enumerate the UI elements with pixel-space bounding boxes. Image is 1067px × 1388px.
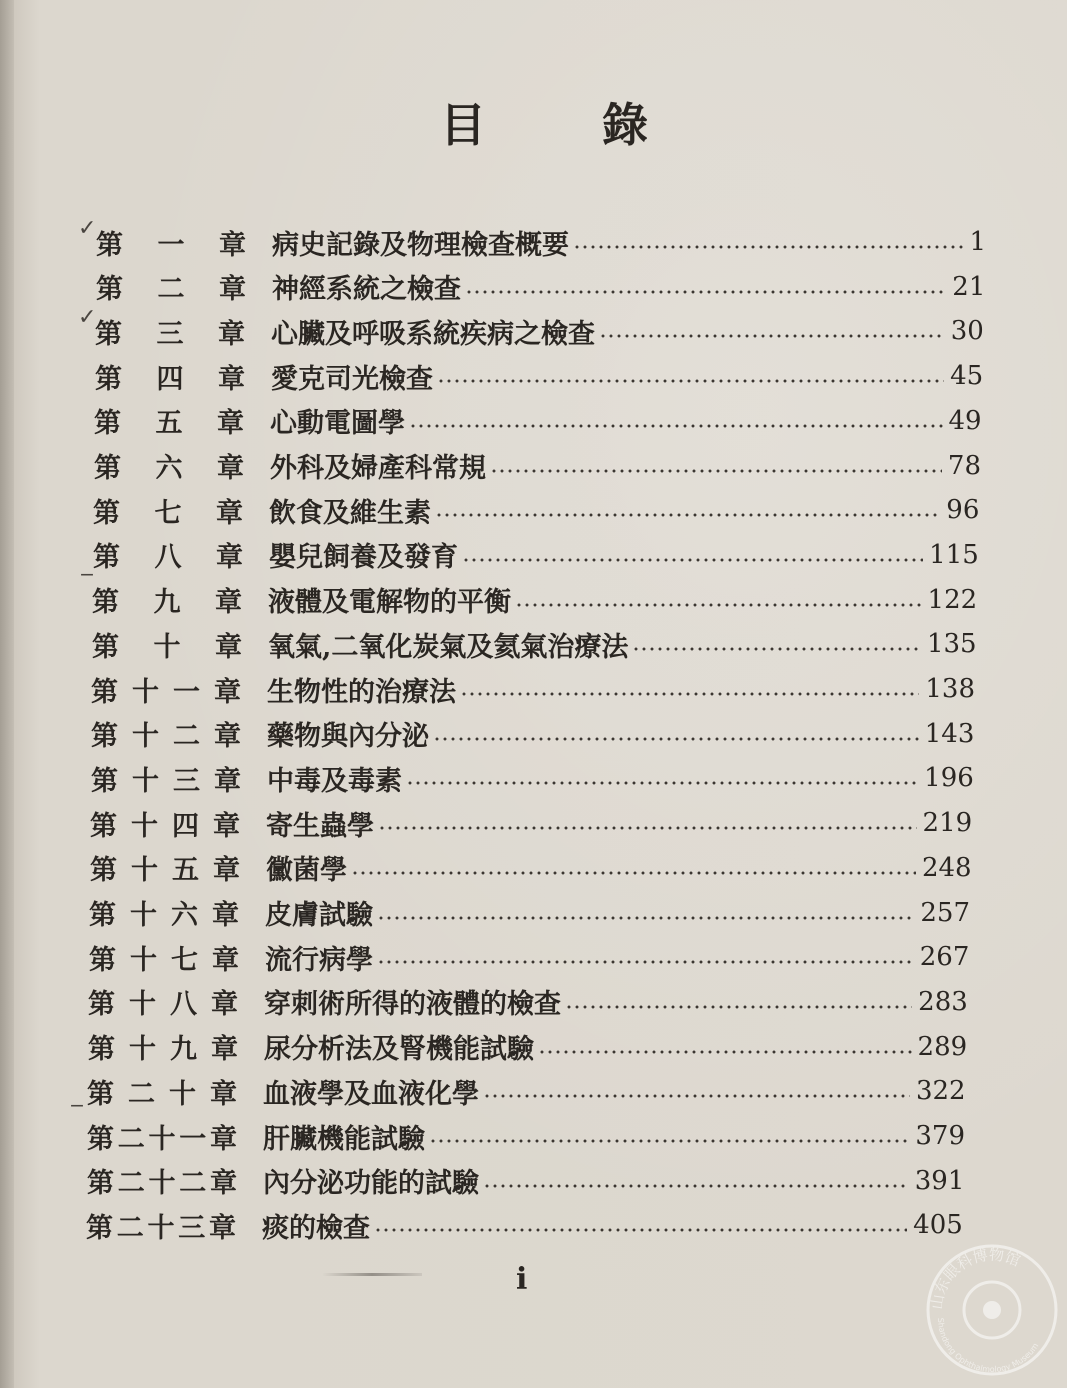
chapter-char: 第 (91, 721, 118, 753)
chapter-char: 第 (87, 1123, 114, 1155)
chapter-char: 章 (210, 1123, 237, 1155)
dot-leader (433, 737, 919, 741)
chapter-char: 二 (117, 1168, 145, 1200)
chapter-char: 九 (170, 1034, 197, 1066)
chapter-char: 二 (179, 1168, 207, 1200)
chapter-char: 章 (218, 363, 245, 395)
chapter-char: 十 (130, 944, 157, 976)
page-ref: 45 (950, 361, 984, 392)
chapter-char: 第 (94, 408, 121, 440)
pencil-dash-mark: ‒ (80, 562, 94, 587)
museum-watermark-seal (922, 1240, 1062, 1380)
page-ref: 289 (917, 1031, 968, 1062)
dot-leader (599, 334, 945, 338)
chapter-char: 章 (217, 453, 244, 484)
toc-entry (96, 267, 985, 307)
dot-leader (429, 1139, 909, 1143)
chapter-char: 二 (128, 1078, 155, 1110)
chapter-title: 神經系統之檢查 (272, 274, 461, 306)
dot-leader (483, 1094, 910, 1098)
title-char-1: 目 (440, 98, 488, 152)
chapter-char: 七 (171, 944, 198, 976)
dot-leader (573, 245, 963, 249)
chapter-title: 穿刺術所得的液體的檢查 (264, 989, 561, 1021)
chapter-title: 流行病學 (265, 944, 373, 976)
dot-leader (565, 1005, 912, 1009)
chapter-char: 十 (130, 900, 157, 931)
dot-leader (409, 424, 943, 428)
chapter-char: 章 (210, 1078, 237, 1110)
dot-leader (632, 647, 921, 651)
chapter-char: 十 (129, 1034, 156, 1066)
chapter-title: 嬰兒飼養及發育 (269, 542, 458, 574)
toc-entry (91, 669, 975, 709)
chapter-number (96, 223, 246, 262)
chapter-char: 二 (157, 274, 185, 306)
page-ref: 143 (924, 718, 975, 749)
chapter-char: 十 (169, 1078, 196, 1110)
dot-leader (460, 692, 919, 696)
chapter-char: 一 (157, 229, 185, 261)
chapter-char: 六 (171, 900, 198, 931)
chapter-title: 飲食及維生素 (269, 497, 431, 529)
chapter-char: 章 (209, 1212, 236, 1244)
dot-leader (435, 513, 940, 517)
toc-entry (87, 1116, 965, 1156)
chapter-title: 內分泌功能的試驗 (263, 1168, 479, 1200)
chapter-char: 章 (212, 900, 239, 931)
dot-leader (351, 871, 916, 875)
pencil-check-mark: ✓ (78, 216, 97, 241)
chapter-char: 第 (87, 1168, 114, 1200)
chapter-char: 九 (153, 587, 181, 619)
chapter-char: 二 (117, 1123, 145, 1155)
chapter-number (92, 625, 242, 664)
chapter-number (86, 1206, 236, 1245)
chapter-title: 愛克司光檢查 (271, 363, 433, 395)
toc-entry (88, 982, 968, 1022)
chapter-char: 十 (131, 855, 158, 887)
toc-entry (89, 937, 969, 977)
chapter-char: 十 (132, 765, 159, 797)
chapter-char: 章 (214, 721, 241, 753)
chapter-char: 二 (173, 721, 200, 753)
page-number: i (516, 1262, 528, 1297)
chapter-char: 一 (173, 676, 200, 708)
chapter-char: 章 (219, 229, 246, 261)
seal-latin-text: Shandong Ophthalmology Museum (935, 1317, 1041, 1375)
page-ref: 21 (952, 271, 986, 302)
chapter-title: 尿分析法及腎機能試驗 (264, 1034, 534, 1066)
dot-leader (377, 960, 914, 964)
dot-leader (406, 781, 918, 785)
chapter-char: 三 (178, 1212, 206, 1244)
dot-leader (377, 916, 914, 920)
chapter-char: 第 (89, 900, 116, 931)
chapter-number (91, 714, 241, 753)
chapter-number (90, 804, 240, 843)
toc-entry (94, 446, 981, 486)
page-ref: 122 (927, 584, 978, 615)
page-ref: 405 (913, 1210, 963, 1241)
dot-leader (515, 603, 922, 607)
chapter-char: 四 (172, 810, 199, 842)
page-ref: 391 (914, 1165, 965, 1196)
chapter-char: 第 (88, 1034, 115, 1066)
chapter-number (92, 580, 242, 619)
chapter-char: 第 (95, 363, 122, 395)
chapter-char: 八 (170, 989, 197, 1021)
chapter-number (87, 1117, 237, 1156)
chapter-title: 黴菌學 (266, 855, 347, 887)
chapter-char: 第 (89, 944, 116, 976)
chapter-char: 第 (90, 810, 117, 842)
chapter-char: 第 (91, 676, 118, 708)
chapter-char: 一 (179, 1123, 207, 1155)
chapter-char: 十 (132, 676, 159, 708)
chapter-number (88, 982, 238, 1021)
dot-leader (538, 1050, 912, 1054)
chapter-number (94, 401, 244, 440)
chapter-char: 第 (87, 1078, 114, 1110)
chapter-char: 第 (92, 587, 119, 619)
chapter-number (87, 1161, 237, 1200)
chapter-title: 肝臟機能試驗 (263, 1123, 425, 1155)
chapter-char: 十 (153, 631, 181, 663)
chapter-title: 藥物與內分泌 (267, 721, 429, 753)
toc-entry (90, 848, 972, 888)
toc-entry (90, 803, 972, 843)
dot-leader (374, 1228, 907, 1232)
chapter-char: 章 (219, 274, 246, 306)
chapter-char: 第 (96, 229, 123, 261)
page-ref: 267 (919, 942, 970, 973)
chapter-number (88, 1027, 238, 1066)
chapter-number (87, 1072, 237, 1111)
chapter-char: 十 (132, 721, 159, 753)
toc-entry (91, 758, 974, 798)
chapter-number (93, 535, 243, 574)
dot-leader (378, 826, 917, 830)
toc-entry (93, 490, 979, 530)
toc-entry (95, 311, 984, 351)
chapter-char: 第 (93, 542, 120, 574)
page-ref: 257 (920, 897, 970, 928)
chapter-char: 第 (94, 453, 121, 484)
toc-entry (86, 1205, 963, 1245)
chapter-title: 病史記錄及物理檢查概要 (272, 229, 569, 261)
seal-text: 山东眼科博物馆 (927, 1245, 1023, 1311)
toc-entry (92, 580, 977, 620)
chapter-char: 第 (90, 855, 117, 887)
chapter-char: 章 (210, 1168, 237, 1200)
toc-entry (96, 222, 986, 262)
toc-entry (88, 1027, 967, 1067)
page-ref: 115 (929, 539, 979, 570)
page-ref: 219 (922, 808, 973, 839)
chapter-title: 中毒及毒素 (267, 765, 402, 797)
toc-entry (93, 535, 979, 575)
chapter-char: 十 (148, 1123, 176, 1155)
dot-leader (490, 469, 942, 473)
chapter-char: 第 (96, 274, 123, 306)
chapter-title: 氧氣,二氧化炭氣及氦氣治療法 (268, 631, 629, 663)
chapter-title: 痰的檢查 (262, 1212, 370, 1244)
chapter-char: 章 (211, 989, 238, 1021)
pencil-dash-mark: ‒ (70, 1093, 84, 1118)
page-ref: 196 (924, 763, 974, 794)
page-ref: 248 (921, 852, 972, 883)
chapter-number (95, 312, 245, 351)
chapter-char: 十 (148, 1168, 176, 1200)
chapter-char: 章 (215, 631, 242, 663)
chapter-char: 四 (156, 363, 184, 395)
chapter-char: 第 (93, 497, 120, 529)
dot-leader (462, 558, 923, 562)
chapter-title: 皮膚試驗 (265, 900, 373, 931)
chapter-title: 血液學及血液化學 (263, 1078, 479, 1110)
toc-entry (94, 401, 982, 441)
chapter-char: 章 (213, 810, 240, 842)
toc-entry (87, 1161, 964, 1201)
chapter-title: 液體及電解物的平衡 (268, 587, 511, 619)
chapter-char: 第 (92, 631, 119, 663)
chapter-char: 六 (155, 453, 183, 484)
chapter-char: 二 (116, 1212, 144, 1244)
chapter-char: 章 (212, 944, 239, 976)
chapter-char: 章 (213, 855, 240, 887)
page-ref: 283 (918, 986, 968, 1017)
chapter-number (90, 848, 240, 887)
chapter-char: 五 (172, 855, 199, 887)
toc-entry (91, 714, 974, 754)
page-ref: 135 (926, 629, 977, 660)
page-ref: 78 (947, 450, 981, 481)
chapter-char: 章 (216, 497, 243, 529)
chapter-char: 七 (154, 497, 182, 529)
svg-text:山东眼科博物馆 (928, 1246, 1023, 1311)
chapter-char: 章 (218, 318, 245, 350)
chapter-number (95, 357, 245, 396)
chapter-char: 第 (91, 765, 118, 797)
pencil-scratch (322, 1273, 422, 1276)
chapter-char: 八 (154, 542, 182, 574)
page-ref: 138 (925, 674, 975, 704)
toc-entry (87, 1071, 966, 1111)
chapter-char: 章 (214, 676, 241, 708)
chapter-char: 三 (173, 765, 200, 797)
chapter-char: 十 (147, 1212, 175, 1244)
chapter-number (91, 670, 241, 709)
page-ref: 379 (915, 1121, 965, 1151)
chapter-number (94, 446, 244, 485)
page-ref: 96 (946, 495, 980, 526)
page-ref: 49 (948, 405, 982, 436)
toc-entry (92, 624, 977, 664)
toc-entry (89, 893, 970, 933)
toc-entry (95, 356, 983, 396)
dot-leader (465, 290, 946, 294)
page-ref: 1 (969, 227, 986, 257)
chapter-char: 章 (215, 587, 242, 619)
chapter-number (96, 267, 246, 306)
chapter-char: 第 (95, 318, 122, 350)
page-ref: 30 (950, 316, 984, 347)
dot-leader (483, 1184, 909, 1188)
chapter-number (89, 893, 239, 932)
title-char-2: 錄 (602, 98, 650, 152)
chapter-char: 三 (156, 318, 184, 350)
chapter-char: 章 (214, 765, 241, 797)
chapter-number (91, 759, 241, 798)
chapter-char: 五 (155, 408, 183, 440)
chapter-char: 章 (217, 408, 244, 440)
chapter-title: 心動電圖學 (270, 408, 405, 440)
chapter-number (93, 491, 243, 530)
chapter-title: 外科及婦產科常規 (270, 453, 486, 484)
chapter-title: 生物性的治療法 (267, 676, 456, 708)
chapter-char: 章 (211, 1034, 238, 1066)
chapter-title: 心臟及呼吸系統疾病之檢查 (271, 318, 595, 350)
chapter-title: 寄生蟲學 (266, 810, 374, 842)
page-ref: 322 (915, 1076, 966, 1107)
dot-leader (437, 379, 944, 383)
chapter-char: 十 (131, 810, 158, 842)
chapter-char: 十 (129, 989, 156, 1021)
chapter-char: 第 (86, 1212, 113, 1244)
chapter-char: 章 (216, 542, 243, 574)
chapter-number (89, 938, 239, 977)
pencil-check-mark: ✓ (78, 305, 97, 330)
chapter-char: 第 (88, 989, 115, 1021)
